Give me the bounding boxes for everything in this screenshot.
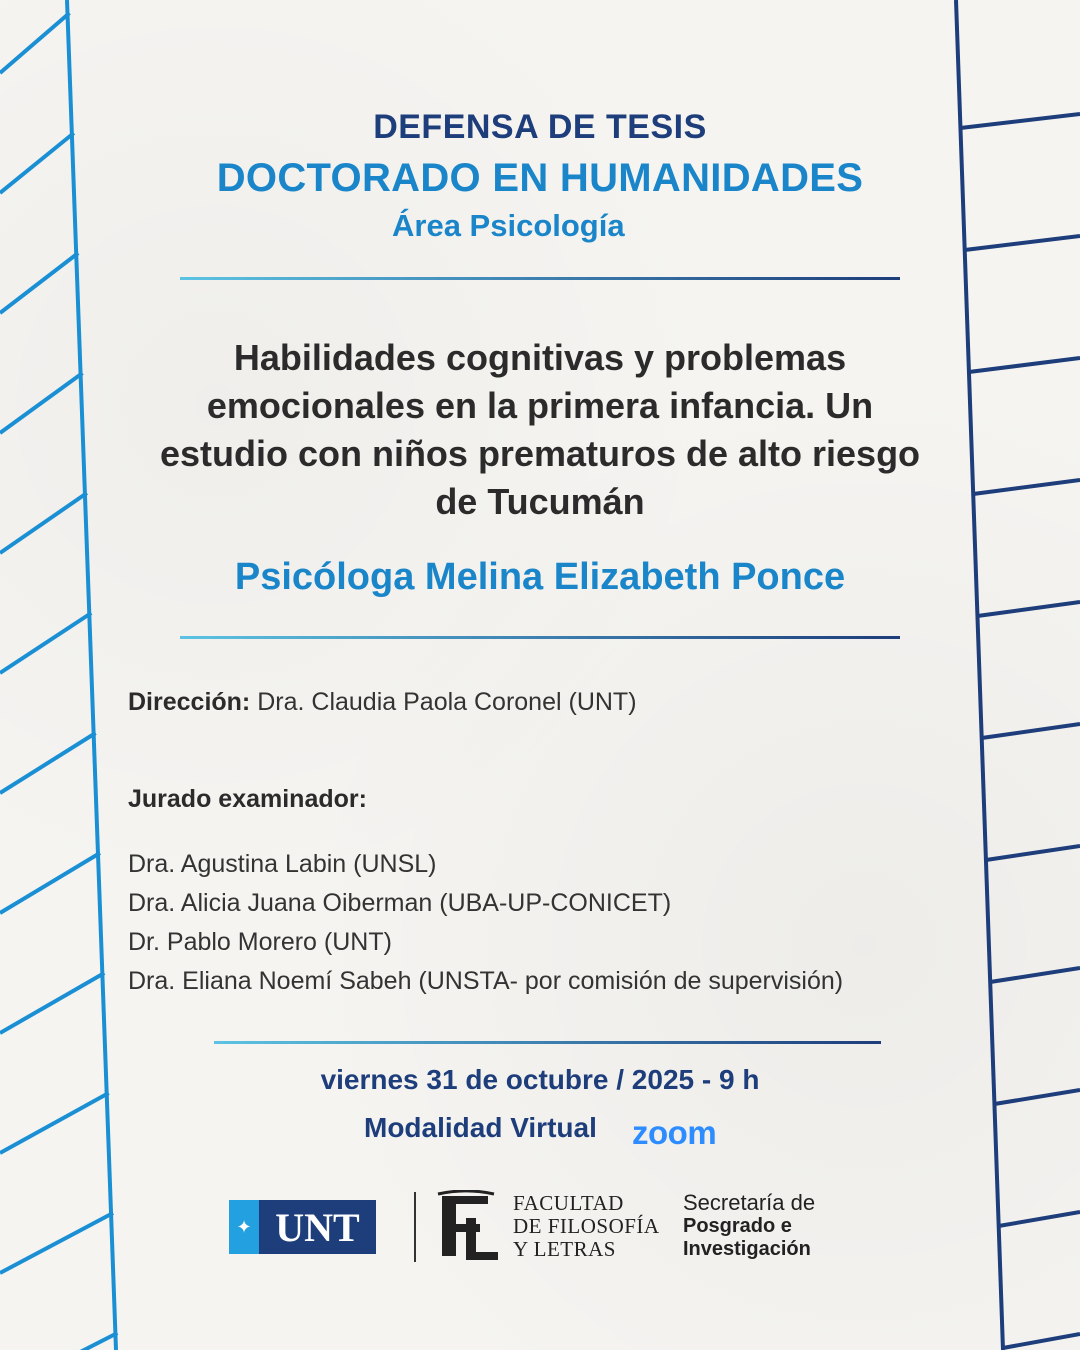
decorative-stroke	[0, 1213, 113, 1273]
decorative-stroke	[0, 973, 104, 1033]
divider-bottom	[214, 1041, 881, 1044]
secretaria-line: Investigación	[683, 1238, 811, 1260]
decorative-stroke	[969, 358, 1080, 372]
decorative-stroke	[973, 480, 1080, 494]
zoom-logo: zoom	[632, 1114, 717, 1151]
event-mode: Modalidad Virtual	[364, 1112, 597, 1143]
direction-label: Dirección:	[128, 688, 251, 716]
decorative-stroke	[0, 373, 83, 433]
jury-label: Jurado examinador:	[128, 785, 367, 813]
direction-line	[128, 688, 637, 717]
decorative-stroke	[0, 1333, 117, 1350]
decorative-stroke	[986, 846, 1080, 860]
header-line2: DOCTORADO EN HUMANIDADES	[216, 156, 864, 200]
decorative-stroke	[0, 13, 69, 73]
jury-member: Dr. Pablo Morero (UNT)	[128, 928, 392, 956]
jury-member: Dra. Alicia Juana Oiberman (UBA-UP-CONICET)	[128, 889, 672, 917]
logo-separator	[414, 1192, 416, 1262]
direction-value: Dra. Claudia Paola Coronel (UNT)	[250, 688, 637, 716]
divider-top	[180, 277, 900, 280]
unt-logo	[229, 1200, 376, 1254]
decorative-stroke	[0, 853, 100, 913]
author-name: Psicóloga Melina Elizabeth Ponce	[234, 556, 846, 598]
decorative-stroke	[990, 968, 1080, 982]
decorative-stroke	[0, 493, 87, 553]
secretaria-line: Posgrado e	[683, 1215, 792, 1237]
event-date: viernes 31 de octubre / 2025 - 9 h	[320, 1064, 760, 1095]
facultad-line: FACULTAD	[513, 1191, 624, 1215]
facultad-line: Y LETRAS	[513, 1237, 616, 1261]
jury-list	[128, 845, 843, 1001]
secretaria-logo-text	[683, 1192, 815, 1260]
decorative-stroke	[965, 236, 1080, 250]
header-area: Área Psicología	[392, 208, 625, 243]
jury-member: Dra. Agustina Labin (UNSL)	[128, 850, 437, 878]
decorative-stroke	[0, 733, 96, 793]
decorative-stroke	[0, 613, 91, 673]
decorative-stroke	[956, 0, 1003, 1350]
unt-logo-text: UNT	[259, 1200, 376, 1254]
secretaria-line: Secretaría de	[683, 1190, 816, 1215]
decorative-stroke	[67, 0, 116, 1350]
divider-middle	[180, 636, 900, 639]
decorative-stroke	[1003, 1334, 1080, 1348]
facultad-line: DE FILOSOFÍA	[513, 1214, 660, 1238]
facultad-logo-text	[513, 1192, 660, 1261]
decorative-stroke	[982, 724, 1080, 738]
decorative-stroke	[0, 253, 78, 313]
fl-monogram-icon	[436, 1190, 504, 1262]
decorative-stroke	[0, 1093, 109, 1153]
jury-member: Dra. Eliana Noemí Sabeh (UNSTA- por comisión de supervisión)	[128, 967, 844, 995]
thesis-title: Habilidades cognitivas y problemas emocionales en la primera infancia. Un estudio con niños prematuros de alto riesgo de Tucumán	[159, 337, 921, 522]
decorative-stroke	[977, 602, 1080, 616]
star-icon: ✦	[229, 1200, 259, 1254]
header-line1: DEFENSA DE TESIS	[373, 108, 707, 146]
decorative-stroke	[999, 1212, 1080, 1226]
